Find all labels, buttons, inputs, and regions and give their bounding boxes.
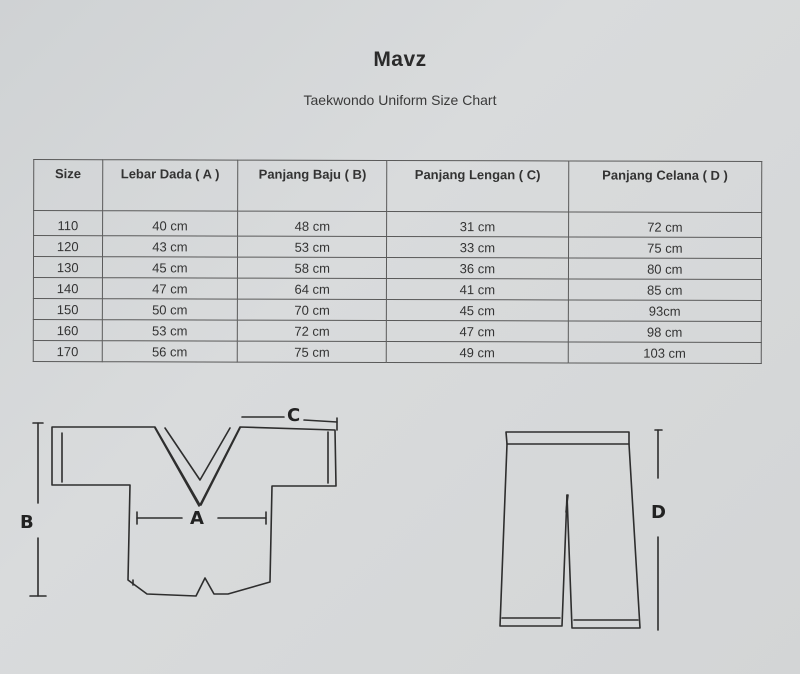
cell-size: 170	[33, 341, 102, 362]
cell-sleeve-length: 36 cm	[387, 257, 569, 278]
header-pants-length: Panjang Celana ( D )	[568, 161, 761, 213]
cell-sleeve-length: 49 cm	[386, 341, 568, 362]
cell-size: 130	[33, 257, 102, 278]
cell-chest-width: 45 cm	[102, 257, 238, 278]
label-d: D	[651, 502, 666, 523]
cell-chest-width: 47 cm	[102, 278, 238, 299]
cell-shirt-length: 75 cm	[238, 341, 387, 362]
cell-sleeve-length: 41 cm	[387, 278, 569, 299]
cell-shirt-length: 53 cm	[238, 236, 387, 257]
measure-line-d	[655, 430, 662, 630]
cell-shirt-length: 58 cm	[238, 257, 387, 278]
cell-sleeve-length: 33 cm	[387, 236, 569, 257]
cell-sleeve-length: 45 cm	[387, 299, 569, 320]
cell-size: 160	[33, 320, 102, 341]
measure-line-b	[30, 423, 46, 596]
label-b: B	[20, 512, 34, 533]
cell-pants-length: 75 cm	[568, 237, 761, 259]
cell-pants-length: 85 cm	[568, 279, 761, 301]
cell-chest-width: 43 cm	[102, 236, 238, 257]
cell-pants-length: 93cm	[568, 300, 761, 322]
pants-sketch	[500, 432, 640, 628]
cell-sleeve-length: 47 cm	[386, 320, 568, 341]
cell-size: 120	[34, 236, 103, 257]
header-size: Size	[34, 160, 103, 211]
cell-pants-length: 98 cm	[568, 321, 761, 343]
cell-chest-width: 50 cm	[102, 299, 238, 320]
cell-pants-length: 72 cm	[568, 212, 761, 238]
cell-chest-width: 56 cm	[102, 341, 238, 362]
header-chest-width: Lebar Dada ( A )	[102, 160, 238, 211]
cell-pants-length: 103 cm	[568, 342, 761, 364]
label-c: C	[287, 405, 301, 426]
cell-shirt-length: 48 cm	[238, 211, 387, 236]
cell-chest-width: 53 cm	[102, 320, 238, 341]
cell-pants-length: 80 cm	[568, 258, 761, 280]
cell-size: 140	[33, 278, 102, 299]
label-a: A	[190, 508, 204, 529]
cell-chest-width: 40 cm	[102, 211, 238, 236]
document-subtitle: Taekwondo Uniform Size Chart	[303, 92, 497, 108]
cell-size: 150	[33, 299, 102, 320]
document-title: Mavz	[373, 48, 427, 71]
cell-size: 110	[34, 211, 103, 236]
cell-sleeve-length: 31 cm	[387, 211, 569, 236]
header-sleeve-length: Panjang Lengan ( C)	[387, 160, 569, 211]
cell-shirt-length: 70 cm	[238, 299, 387, 320]
cell-shirt-length: 72 cm	[238, 320, 387, 341]
header-shirt-length: Panjang Baju ( B)	[238, 160, 387, 211]
cell-shirt-length: 64 cm	[238, 278, 387, 299]
